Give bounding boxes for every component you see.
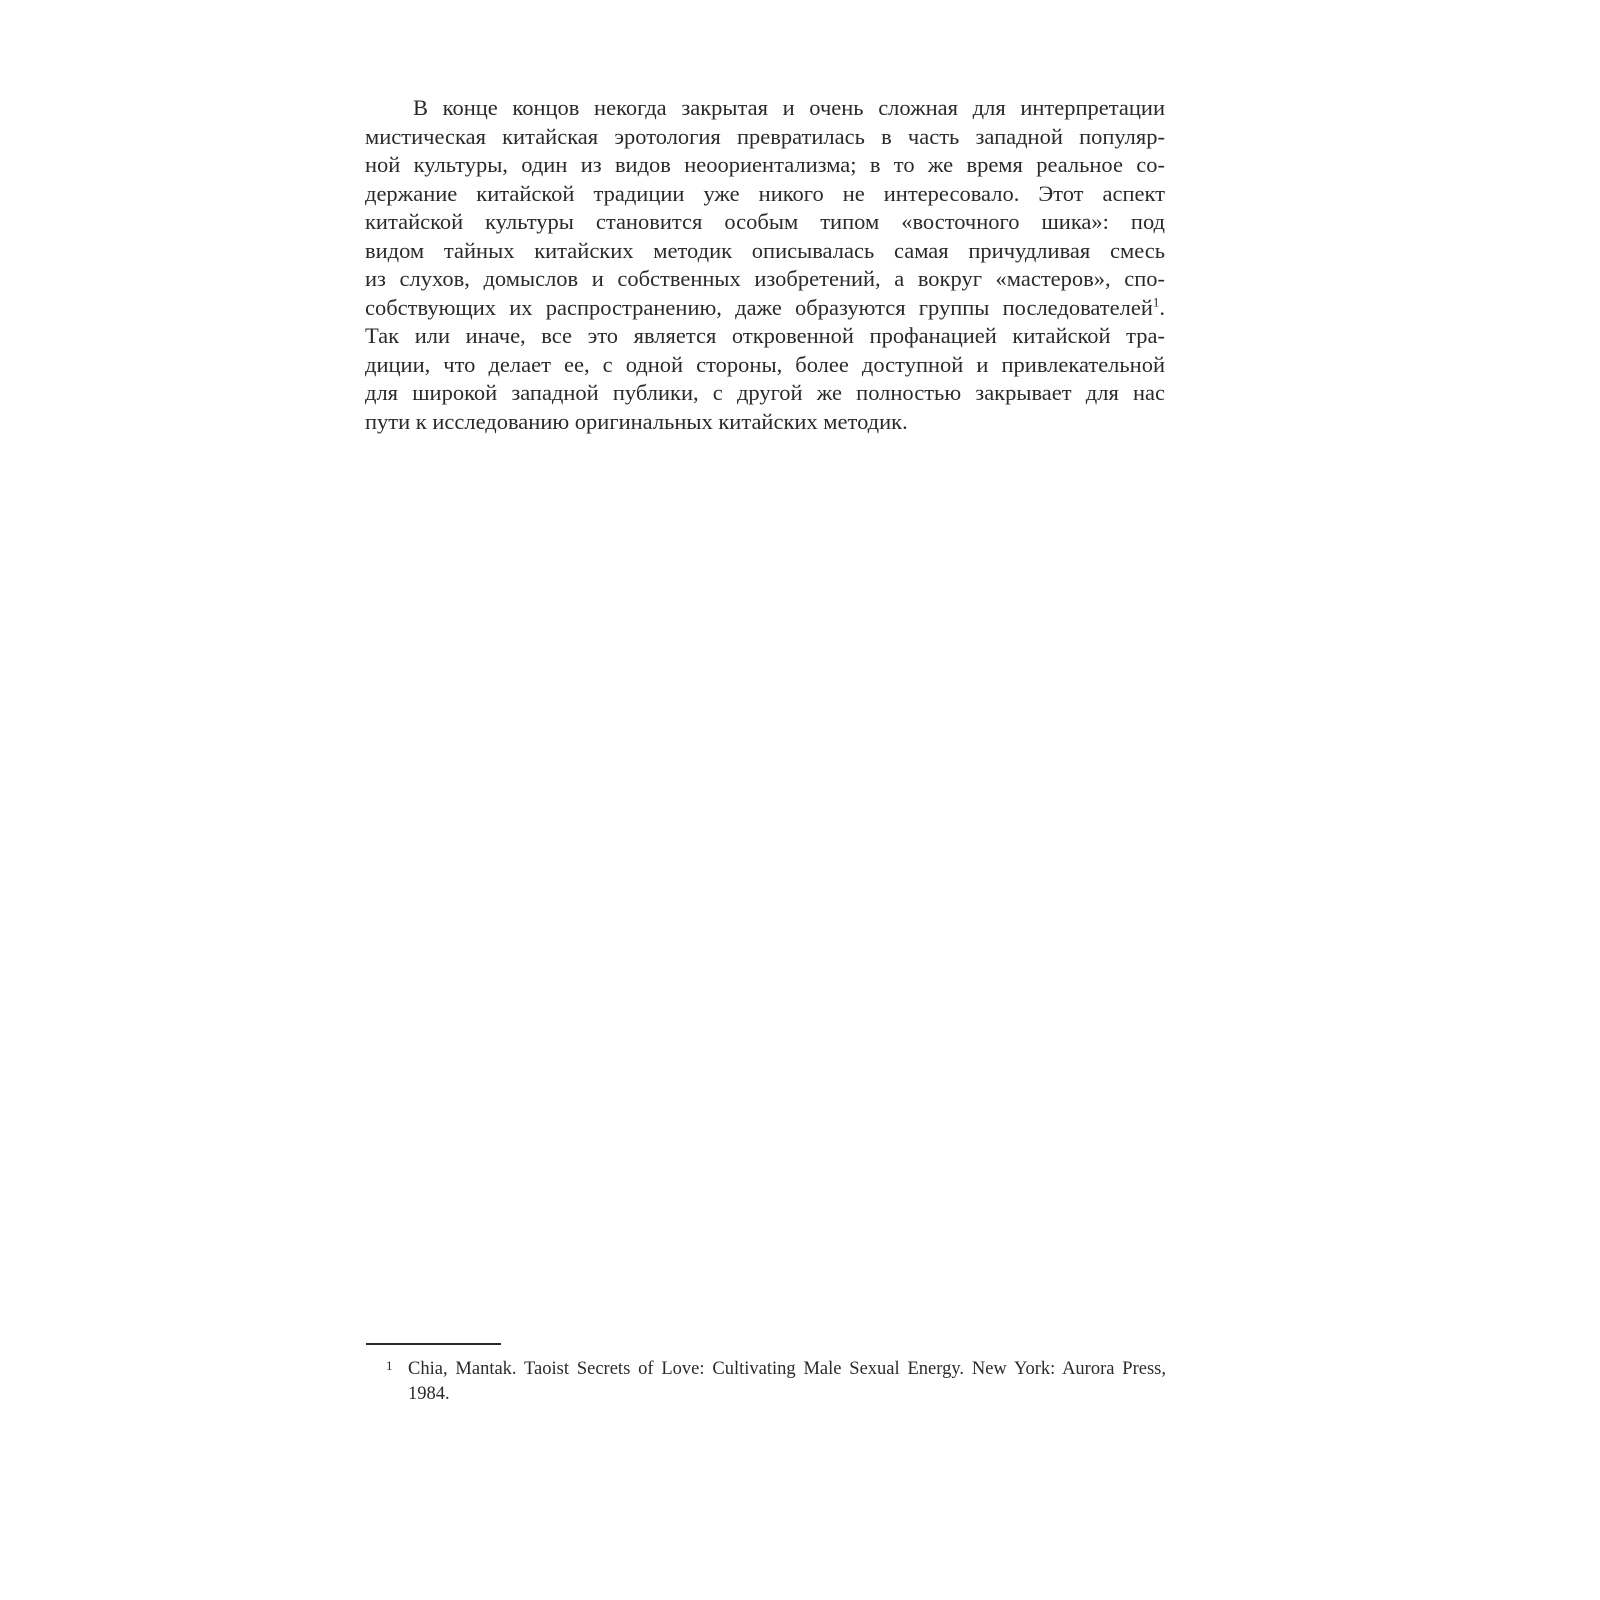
paragraph-line-text: собствующих их распространению, даже образуются группы последователей — [365, 294, 1153, 320]
paragraph-line: для широкой западной публики, с другой же полностью закрывает для нас — [365, 380, 1165, 405]
paragraph-line: диции, что делает ее, с одной стороны, более доступной и привлекательной — [365, 351, 1165, 377]
paragraph-line: мистическая китайская эротология превратилась в часть западной популяр- — [365, 123, 1165, 149]
paragraph-line: пути к исследованию оригинальных китайских методик. — [365, 408, 908, 434]
paragraph-line: держание китайской традиции уже никого не интересовало. Этот аспект — [365, 180, 1165, 206]
footnote-separator — [366, 1343, 501, 1345]
footnote-reference[interactable]: 1 — [1152, 294, 1160, 309]
paragraph-line: В конце концов некогда закрытая и очень сложная для интерпретации — [413, 95, 1165, 120]
paragraph-line: китайской культуры становится особым типом «восточного шика»: под — [365, 209, 1165, 234]
paragraph-line: Так или иначе, все это является откровенной профанацией китайской тра- — [365, 323, 1165, 348]
main-paragraph — [365, 94, 1165, 436]
paragraph-line: ной культуры, один из видов неоориентализма; в то же время реальное со- — [365, 152, 1165, 177]
paragraph-line-with-footnote-ref — [365, 294, 1165, 323]
footnote — [366, 1357, 1166, 1407]
paragraph-line: из слухов, домыслов и собственных изобретений, а вокруг «мастеров», спо- — [365, 266, 1165, 291]
footnote-line: Chia, Mantak. Taoist Secrets of Love: Cultivating Male Sexual Energy. New York: Aurora Press, — [408, 1359, 1166, 1379]
sentence-period: . — [1159, 294, 1165, 320]
footnote-text — [408, 1357, 1166, 1407]
footnote-number: 1 — [386, 1358, 393, 1373]
footnote-line: 1984. — [408, 1384, 450, 1404]
paragraph-line: видом тайных китайских методик описывалась самая причудливая смесь — [365, 237, 1165, 263]
